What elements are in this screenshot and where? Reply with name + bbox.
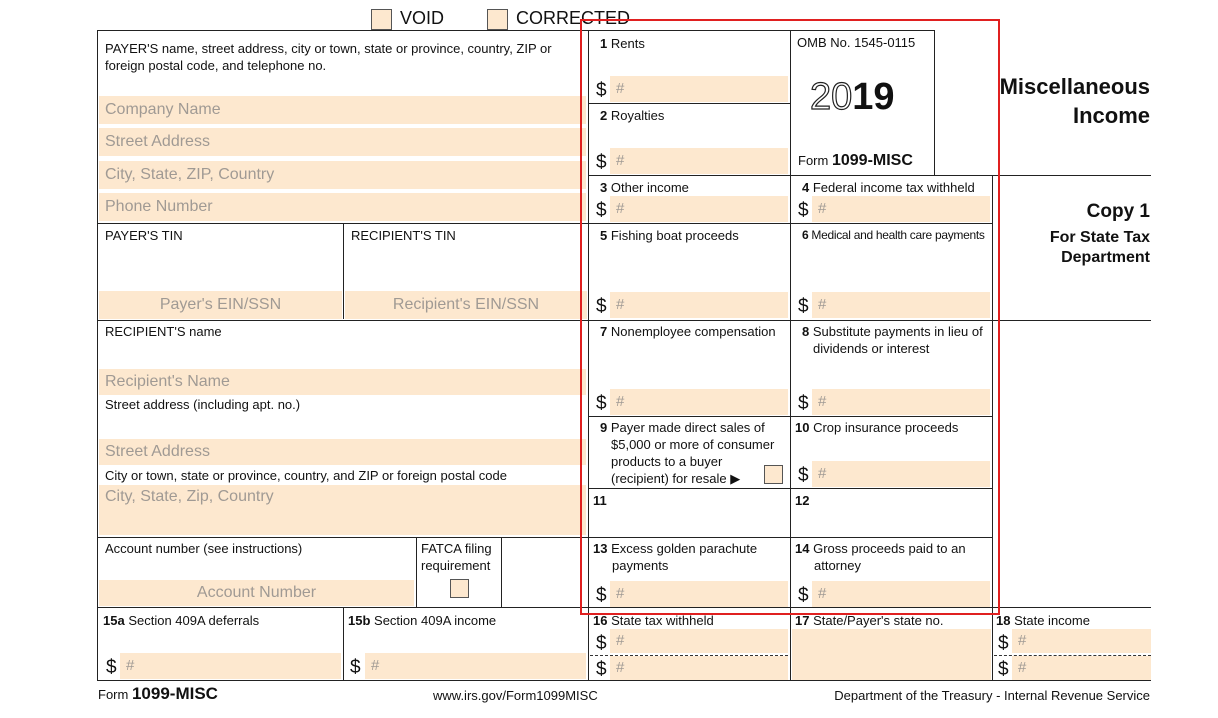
tax-year-outline: 20 [810, 76, 853, 118]
box-9-label-3: products to a buyer [611, 454, 723, 469]
box-17-label: 17 State/Payer's state no. [795, 613, 944, 628]
box-9-label-2: $5,000 or more of consumer [611, 437, 775, 452]
box-1-dollar: $ [596, 80, 607, 101]
tin-divider [343, 223, 344, 319]
box-15a-input[interactable]: # [120, 653, 341, 679]
recipient-tin-label: RECIPIENT'S TIN [351, 228, 456, 243]
box-8-label-1: 8 Substitute payments in lieu of [802, 324, 983, 339]
box-1-label: 1 Rents [600, 36, 645, 51]
highlight-box [580, 19, 1000, 615]
box-2-dollar: $ [596, 152, 607, 173]
box-6-label: 6 Medical and health care payments [802, 228, 985, 242]
box-8-label-2: dividends or interest [813, 341, 930, 356]
recipient-street-input[interactable]: Street Address [99, 439, 586, 465]
box-6-input[interactable]: # [812, 292, 990, 318]
recipient-name-input[interactable]: Recipient's Name [99, 369, 586, 395]
box-13-input[interactable]: # [610, 581, 788, 607]
box-18-input-1[interactable]: # [1012, 629, 1151, 653]
box-3-input[interactable]: # [610, 196, 788, 222]
box-9-label-4: (recipient) for resale ▶ [611, 471, 741, 486]
recipient-bottom-line [97, 537, 588, 538]
recipient-name-label: RECIPIENT'S name [105, 324, 222, 339]
tin-bottom-line [97, 320, 588, 321]
box-18-label: 18 State income [996, 613, 1090, 628]
copy-label: Copy 1 [1086, 201, 1150, 222]
tax-year-bold: 19 [852, 76, 895, 118]
footer-url: www.irs.gov/Form1099MISC [433, 688, 598, 703]
box-8-dollar: $ [798, 393, 809, 414]
box-8-input[interactable]: # [812, 389, 990, 415]
box-13-dollar: $ [596, 585, 607, 606]
corrected-label: CORRECTED [516, 8, 631, 28]
void-checkbox[interactable] [371, 9, 392, 30]
footer-department: Department of the Treasury - Internal Revenue Service [834, 688, 1150, 703]
box-10-input[interactable]: # [812, 461, 990, 487]
box-14-dollar: $ [798, 585, 809, 606]
box-15b-input[interactable]: # [365, 653, 586, 679]
box-10-label: 10 Crop insurance proceeds [795, 420, 959, 435]
box-13-label-1: 13 Excess golden parachute [593, 541, 758, 556]
box-3-label: 3 Other income [600, 180, 689, 195]
box-18-dollar-2: $ [998, 659, 1009, 680]
omb-form-name: Form 1099-MISC [798, 152, 913, 169]
box-2-label: 2 Royalties [600, 108, 665, 123]
account-label: Account number (see instructions) [105, 541, 303, 556]
copy-desc-1: For State Tax [1049, 229, 1150, 246]
payer-city-input[interactable]: City, State, ZIP, Country [99, 161, 586, 189]
payer-street-input[interactable]: Street Address [99, 128, 586, 156]
copy-bottom-line [992, 320, 1151, 321]
box-9-label-1: 9 Payer made direct sales of [600, 420, 765, 435]
box-14-input[interactable]: # [812, 581, 990, 607]
bottom-border [97, 680, 1151, 681]
recipient-tin-input[interactable]: Recipient's EIN/SSN [345, 291, 587, 319]
box-14-label-1: 14 Gross proceeds paid to an [795, 541, 966, 556]
box-16-dollar-2: $ [596, 659, 607, 680]
payer-tin-label: PAYER'S TIN [105, 228, 183, 243]
box-5-dollar: $ [596, 296, 607, 317]
box-4-dollar: $ [798, 200, 809, 221]
payer-label: PAYER'S name, street address, city or town, state or province, country, ZIP or foreign postal code, and telephone no. [105, 41, 552, 73]
fatca-label-2: requirement [421, 558, 491, 573]
recipient-city-label: City or town, state or province, country, and ZIP or foreign postal code [105, 468, 507, 483]
box-15-divider [343, 607, 344, 681]
box-7-input[interactable]: # [610, 389, 788, 415]
box-12-label: 12 [795, 493, 810, 508]
box-6-dollar: $ [798, 296, 809, 317]
box-11-label: 11 [593, 493, 607, 508]
box-3-dollar: $ [596, 200, 607, 221]
box-2-input[interactable]: # [610, 148, 788, 174]
box-10-dollar: $ [798, 465, 809, 486]
account-input[interactable]: Account Number [99, 580, 414, 606]
box-16-label: 16 State tax withheld [593, 613, 714, 628]
form-title-1: Miscellaneous [999, 74, 1150, 99]
box-15a-label: 15a Section 409A deferrals [103, 613, 260, 628]
payer-company-input[interactable]: Company Name [99, 96, 586, 124]
box-15b-label: 15b Section 409A income [348, 613, 497, 628]
corrected-checkbox[interactable] [487, 9, 508, 30]
box-7-label: 7 Nonemployee compensation [600, 324, 776, 339]
fatca-label-1: FATCA filing [421, 541, 492, 556]
box-1-input[interactable]: # [610, 76, 788, 102]
box-16-input-2[interactable]: # [610, 656, 788, 680]
footer-form-name: Form 1099-MISC [98, 684, 218, 703]
box-4-input[interactable]: # [812, 196, 990, 222]
box-5-input[interactable]: # [610, 292, 788, 318]
recipient-city-input[interactable]: City, State, Zip, Country [99, 485, 586, 535]
box-7-dollar: $ [596, 393, 607, 414]
box-4-label: 4 Federal income tax withheld [802, 180, 975, 195]
box-5-label: 5 Fishing boat proceeds [600, 228, 739, 243]
box-14-label-2: attorney [814, 558, 861, 573]
box-17-input[interactable] [792, 629, 991, 680]
box-15b-dollar: $ [350, 657, 361, 678]
box-16-input-1[interactable]: # [610, 629, 788, 653]
box-18-dollar-1: $ [998, 633, 1009, 654]
recipient-street-label: Street address (including apt. no.) [105, 397, 301, 412]
omb-number: OMB No. 1545-0115 [797, 35, 916, 50]
void-label: VOID [400, 8, 445, 28]
fatca-left-line [416, 537, 417, 607]
fatca-checkbox[interactable] [450, 579, 469, 598]
box-18-input-2[interactable]: # [1012, 656, 1151, 680]
box-16-dollar-1: $ [596, 633, 607, 654]
title-bottom-line [992, 175, 1151, 176]
payer-phone-input[interactable]: Phone Number [99, 193, 586, 221]
form-title-2: Income [1072, 103, 1150, 128]
payer-tin-input[interactable]: Payer's EIN/SSN [99, 291, 342, 319]
left-border [97, 30, 98, 681]
copy-desc-2: Department [1061, 249, 1150, 266]
fatca-right-line [501, 537, 502, 607]
box-15a-dollar: $ [106, 657, 117, 678]
box-13-label-2: payments [612, 558, 669, 573]
